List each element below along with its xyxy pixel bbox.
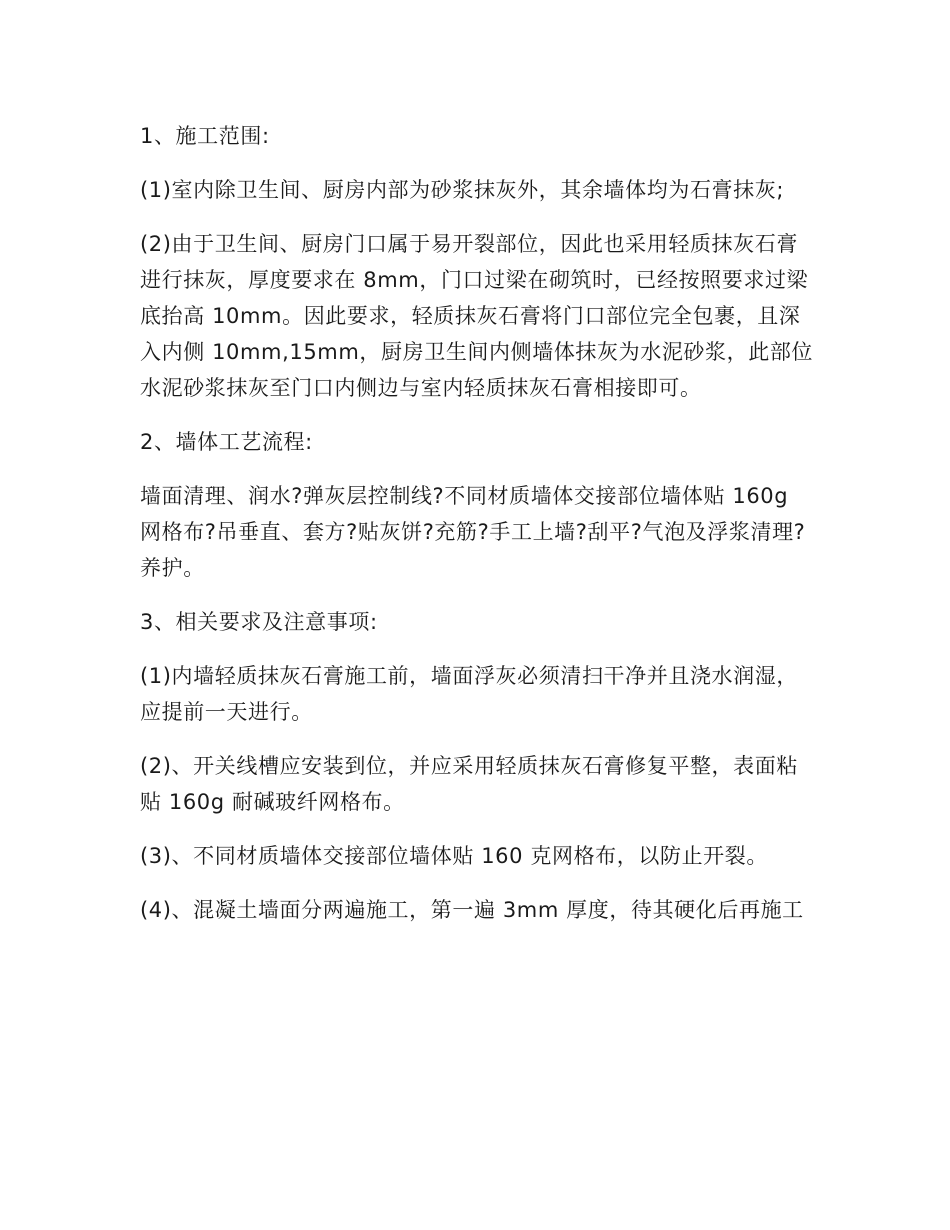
section-heading-process: 2、墙体工艺流程: — [140, 430, 313, 454]
requirement-item-1: (1)内墙轻质抹灰石膏施工前，墙面浮灰必须清扫干净并且浇水润湿，应提前一天进行。 — [140, 664, 798, 724]
document-body — [140, 118, 816, 946]
requirement-item-2: (2)、开关线槽应安装到位，并应采用轻质抹灰石膏修复平整，表面粘贴 160g 耐碱玻纤网格布。 — [140, 754, 798, 814]
section-heading-scope: 1、施工范围: — [140, 124, 270, 148]
scope-item-1: (1)室内除卫生间、厨房内部为砂浆抹灰外，其余墙体均为石膏抹灰; — [140, 178, 785, 202]
requirement-item-3: (3)、不同材质墙体交接部位墙体贴 160 克网格布，以防止开裂。 — [140, 844, 768, 868]
requirement-item-4: (4)、混凝土墙面分两遍施工，第一遍 3mm 厚度，待其硬化后再施工 — [140, 898, 804, 922]
section-heading-requirements: 3、相关要求及注意事项: — [140, 610, 378, 634]
scope-item-2: (2)由于卫生间、厨房门口属于易开裂部位，因此也采用轻质抹灰石膏进行抹灰，厚度要求在 8mm，门口过梁在砌筑时，已经按照要求过梁底抬高 10mm。因此要求，轻质抹灰石膏将门口部位完全包裹，且深入内侧 10mm,15mm，厨房卫生间内侧墙体抹灰为水泥砂浆，此部位水泥砂浆抹灰至门口内侧边与室内轻质抹灰石膏相接即可。 — [140, 232, 814, 400]
process-flow-text: 墙面清理、润水?弹灰层控制线?不同材质墙体交接部位墙体贴 160g 网格布?吊垂直、套方?贴灰饼?充筋?手工上墙?刮平?气泡及浮浆清理?养护。 — [140, 484, 806, 580]
